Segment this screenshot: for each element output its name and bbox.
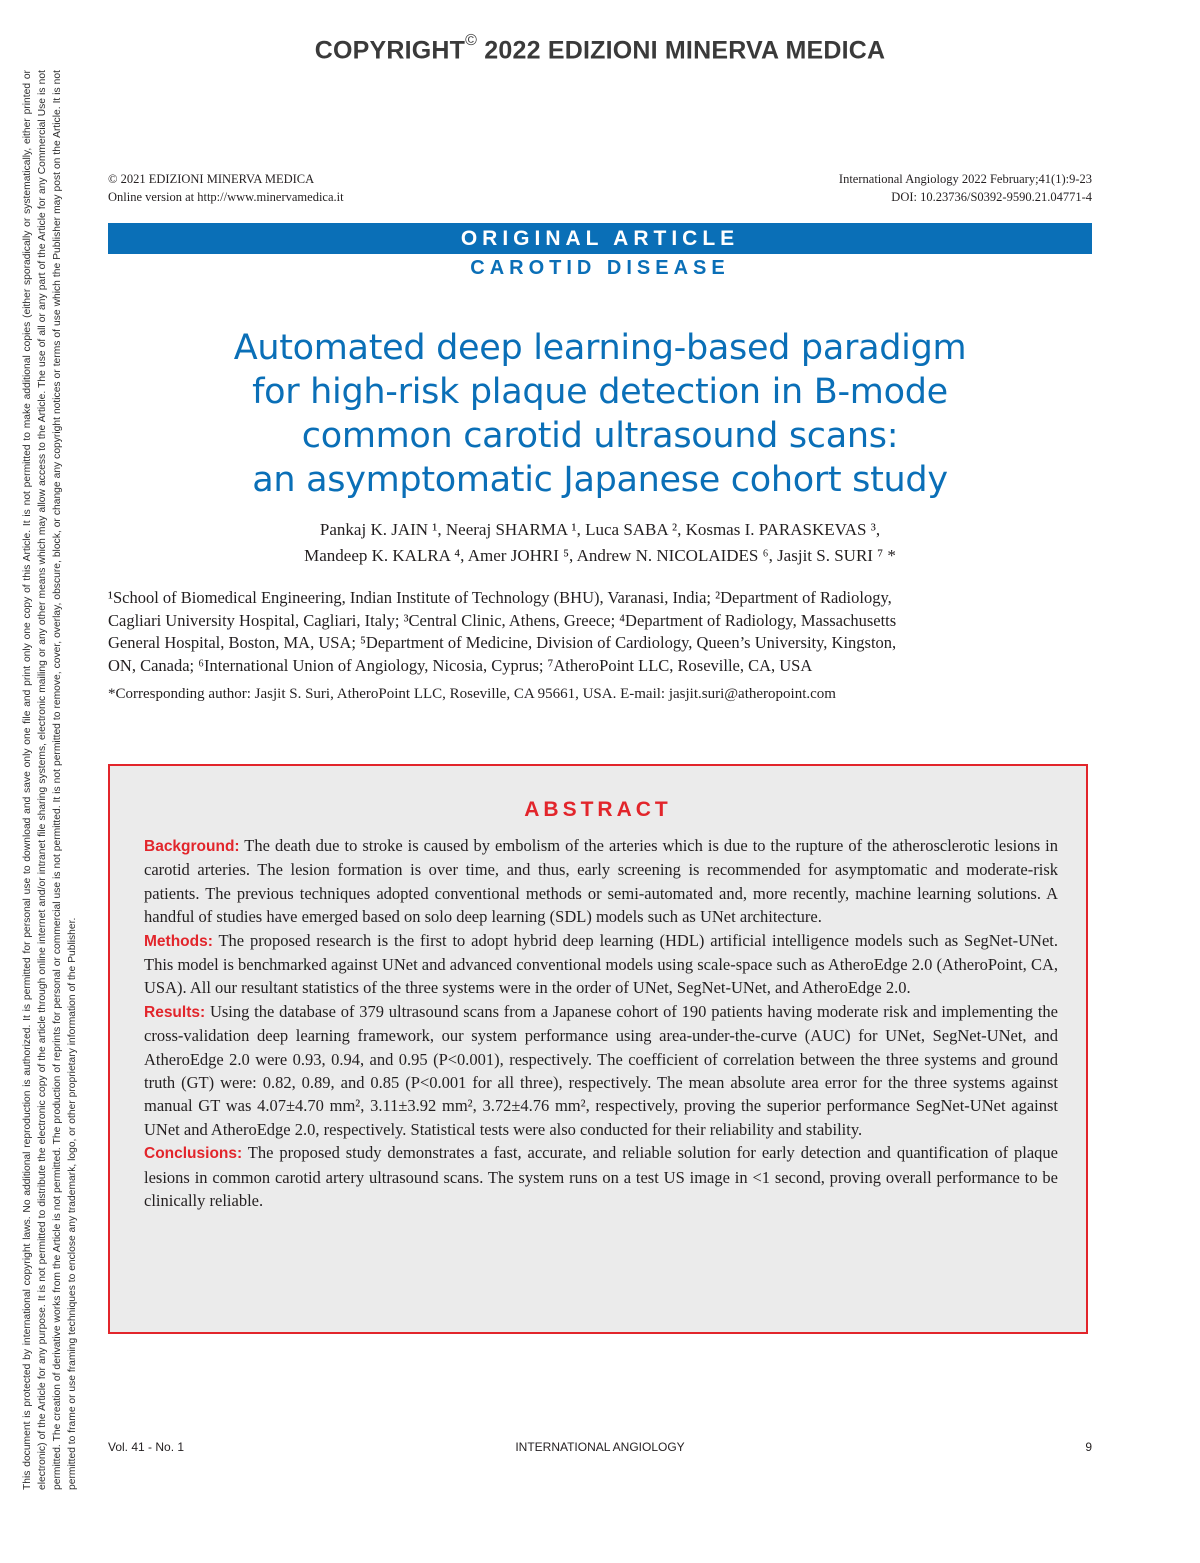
copyright-symbol: ©	[465, 32, 478, 49]
title-line: an asymptomatic Japanese cohort study	[252, 460, 948, 500]
copyright-word: COPYRIGHT	[314, 36, 466, 65]
affiliation-line: ¹School of Biomedical Engineering, Indian Institute of Technology (BHU), Varanasi, India; ²Department of Radiology,	[108, 588, 892, 607]
conclusions-label: Conclusions:	[144, 1145, 243, 1163]
journal-info	[839, 170, 1092, 206]
affiliations	[108, 587, 1092, 677]
abstract-methods	[144, 929, 1058, 1000]
author-line: Pankaj K. JAIN ¹, Neeraj SHARMA ¹, Luca SABA ², Kosmas I. PARASKEVAS ³,	[319, 520, 881, 539]
affiliation-line: Cagliari University Hospital, Cagliari, Italy; ³Central Clinic, Athens, Greece; ⁴Department of Radiology, Massachusetts	[108, 610, 897, 630]
background-text: The death due to stroke is caused by embolism of the arteries which is due to the rupture of the atherosclerotic lesions in carotid arteries. The lesion formation is over time, and thus, early screening is recommended for asymptomatic and moderate-risk patients. The previous techniques adopted conventional methods or semi-automated and, more recently, machine learning solutions. A handful of studies have emerged based on solo deep learning (SDL) models such as UNet architecture.	[144, 836, 1058, 927]
author-list	[108, 517, 1092, 569]
abstract-heading: ABSTRACT	[524, 798, 672, 821]
online-version-link[interactable]: Online version at http://www.minervamedica.it	[108, 190, 344, 204]
article-topic: CAROTID DISEASE	[470, 257, 730, 279]
background-label: Background:	[144, 838, 240, 855]
page-number: 9	[1085, 1440, 1092, 1454]
results-text: Using the database of 379 ultrasound scans from a Japanese cohort of 190 patients having moderate risk and implementing the cross-validation deep learning framework, our system performance using area-under-the-curve (AUC) for UNet, SegNet-UNet, and AtheroEdge 2.0 were 0.93, 0.94, and 0.95 (P<0.001), respectively. The coefficient of correlation between the three systems and ground truth (GT) were: 0.82, 0.89, and 0.85 (P<0.001 for all three), respectively. The mean absolute area error for the three systems against manual GT was 4.07±4.70 mm², 3.11±3.92 mm², 3.72±4.76 mm², respectively, proving the superior performance SegNet-UNet against UNet and AtheroEdge 2.0, respectively. Statistical tests were also conducted for their reliability and stability.	[144, 1001, 1058, 1139]
affiliation-line: ON, Canada; ⁶International Union of Angiology, Nicosia, Cyprus; ⁷AtheroPoint LLC, Roseville, CA, USA	[108, 655, 813, 675]
abstract-results	[144, 1000, 1058, 1141]
footer-journal: INTERNATIONAL ANGIOLOGY	[515, 1440, 685, 1454]
abstract-body	[144, 834, 1058, 1213]
publisher-copyright: © 2021 EDIZIONI MINERVA MEDICA	[108, 172, 315, 186]
results-label: Results:	[144, 1003, 206, 1021]
journal-citation: International Angiology 2022 February;41(1):9-23	[838, 172, 1092, 186]
copyright-banner	[0, 32, 1200, 65]
methods-label: Methods:	[144, 932, 213, 950]
footer-volume: Vol. 41 - No. 1	[108, 1440, 185, 1454]
publisher-info	[108, 170, 344, 206]
title-line: Automated deep learning-based paradigm	[233, 328, 967, 368]
title-line: for high-risk plaque detection in B-mode	[252, 372, 948, 412]
author-line: Mandeep K. KALRA ⁴, Amer JOHRI ⁵, Andrew N. NICOLAIDES ⁶, Jasjit S. SURI ⁷ *	[304, 546, 896, 565]
copyright-publisher: 2022 EDIZIONI MINERVA MEDICA	[484, 36, 886, 65]
doi[interactable]: DOI: 10.23736/S0392-9590.21.04771-4	[891, 190, 1092, 204]
abstract-box	[108, 764, 1088, 1334]
abstract-conclusions	[144, 1141, 1058, 1212]
methods-text: The proposed research is the first to adopt hybrid deep learning (HDL) artificial intelligence models such as SegNet-UNet. This model is benchmarked against UNet and advanced conventional models using scale-space such as AtheroEdge 2.0 (AtheroPoint, CA, USA). All our resultant statistics of the three systems were in the order of UNet, SegNet-UNet, and AtheroEdge 2.0.	[144, 930, 1058, 998]
corresponding-author: *Corresponding author: Jasjit S. Suri, AtheroPoint LLC, Roseville, CA 95661, USA. E-mail: jasjit.suri@atheropoint.com	[108, 686, 836, 702]
article-title	[130, 326, 1070, 502]
conclusions-text: The proposed study demonstrates a fast, accurate, and reliable solution for early detection and quantification of plaque lesions in common carotid artery ultrasound scans. The system runs on a test US image in <1 second, proving overall performance to be clinically reliable.	[144, 1143, 1059, 1211]
abstract-background	[144, 834, 1058, 929]
article-type-bar: ORIGINAL ARTICLE	[108, 223, 1092, 254]
title-line: common carotid ultrasound scans:	[301, 416, 899, 456]
side-copyright-notice: This document is protected by international copyright laws. No additional reproduction is authorized. It is permitted for personal use to download and save only one file and print only one copy of this Article. It is not permitted to make additional copies (either sporadically or systematically, either printed or electronic) of the Article for any purpose. It is not permitted to distribute the electronic copy of the article through online internet and/or intranet file sharing systems, electronic mailing or any other means which may allow access to the Article. The use of all or any part of the Article for any Commercial Use is not permitted. The creation of derivative works from the Article is not permitted. The production of reprints for personal or commercial use is not permitted. It is not permitted to remove, cover, overlay, obscure, block, or change any copyright notices or terms of use which the Publisher may post on the Article. It is not permitted to frame or use framing techniques to enclose any trademark, logo, or other proprietary information of the Publisher.	[22, 70, 78, 1490]
affiliation-line: General Hospital, Boston, MA, USA; ⁵Department of Medicine, Division of Cardiology, Queen’s University, Kingston,	[108, 633, 897, 652]
